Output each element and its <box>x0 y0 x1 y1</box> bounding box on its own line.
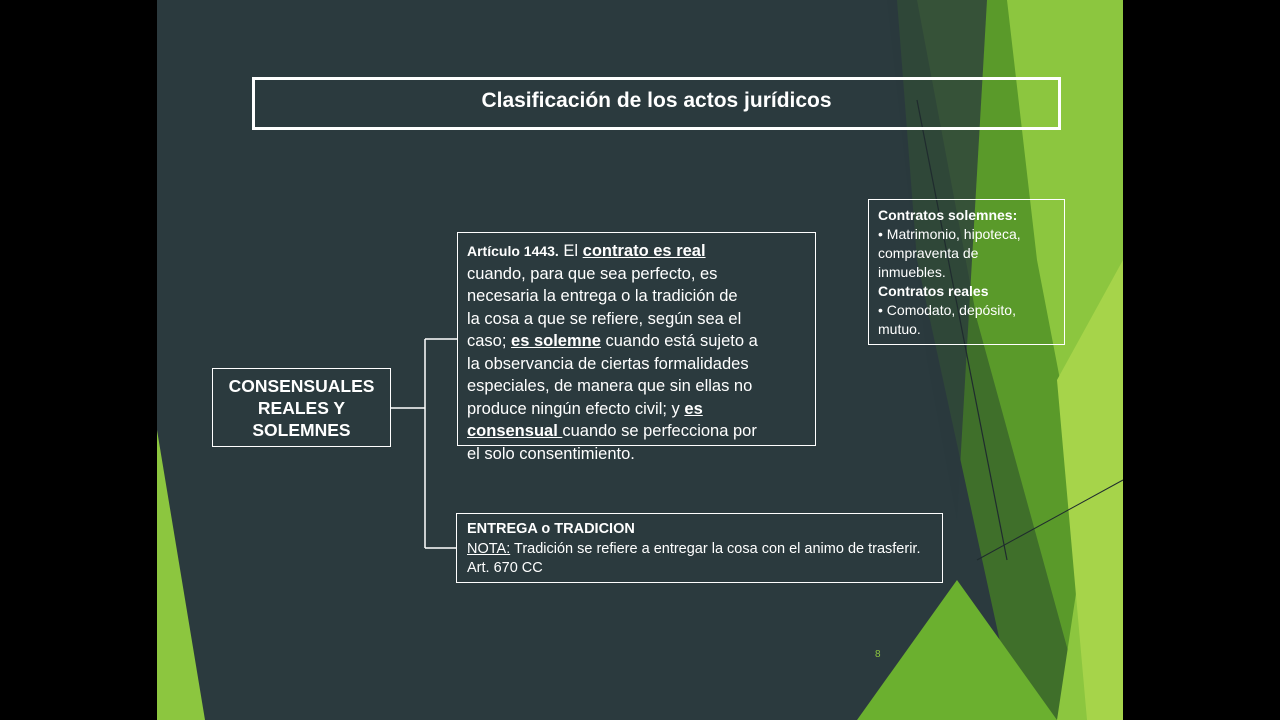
solemnes-line: inmuebles. <box>878 264 946 280</box>
article-line: Artículo 1443. El contrato es real <box>467 242 706 260</box>
es-term: es <box>684 399 703 418</box>
solemnes-line: compraventa de <box>878 245 979 261</box>
article-line: necesaria la entrega o la tradición de <box>467 287 738 305</box>
article-line: la observancia de ciertas formalidades <box>467 354 749 373</box>
title-box <box>252 77 1061 130</box>
solemnes-line: • Matrimonio, hipoteca, <box>878 226 1021 242</box>
classification-line: SOLEMNES <box>252 419 351 440</box>
article-line: especiales, de manera que sin ellas no <box>467 377 753 395</box>
page-title: Clasificación de los actos jurídicos <box>481 89 832 112</box>
solemnes-heading: Contratos solemnes: <box>878 207 1018 223</box>
article-line: consensual cuando se perfecciona por <box>467 422 757 440</box>
left-green-shape <box>157 430 205 720</box>
article-line: produce ningún efecto civil; y es <box>467 399 703 418</box>
classification-line: CONSENSUALES <box>228 375 375 396</box>
article-line: la cosa a que se refiere, según sea el <box>467 309 742 328</box>
nota-line <box>467 540 942 560</box>
nota-label: NOTA: <box>467 540 511 557</box>
article-reference: Art. 670 CC <box>467 560 543 576</box>
article-1443-box <box>457 232 816 463</box>
page-number: 8 <box>875 649 881 660</box>
classification-box <box>212 368 391 447</box>
consensual-term: consensual <box>467 422 563 440</box>
reales-heading: Contratos reales <box>878 283 989 299</box>
reales-line: • Comodato, depósito, <box>878 302 1016 318</box>
slide <box>157 0 1123 720</box>
article-heading: Artículo 1443. <box>467 243 559 259</box>
contrato-real-term: contrato es real <box>582 242 706 260</box>
es-solemne-term: es solemne <box>511 332 601 350</box>
nota-text: Tradición se refiere a entregar la cosa con el animo de trasferir. <box>510 540 921 557</box>
contratos-box <box>868 199 1065 345</box>
entrega-box <box>456 513 943 583</box>
reales-line: mutuo. <box>878 321 921 337</box>
entrega-heading: ENTREGA o TRADICION <box>467 521 635 537</box>
article-line: cuando, para que sea perfecto, es <box>467 264 718 283</box>
article-line: el solo consentimiento. <box>467 444 635 463</box>
classification-line: REALES Y <box>257 397 346 418</box>
article-line: caso; es solemne cuando está sujeto a <box>467 332 758 350</box>
